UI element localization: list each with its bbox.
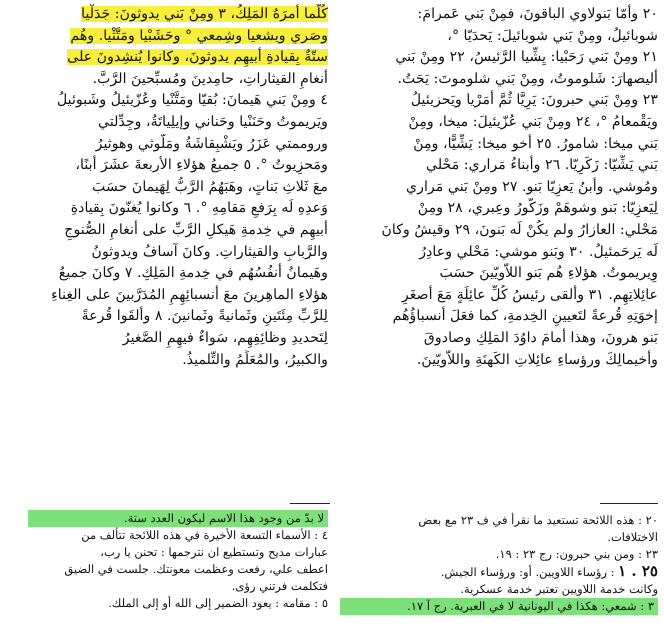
footnote-3-highlighted (340, 598, 658, 615)
text-line: ويَريموتُ وحَنَنْيا وحَناني وإيلِياتَةُ، وجِدِّلتي (98, 113, 328, 130)
text-line: وَعدِهِ لَه بِرَفعِ مَقامِهِ °. ٦ وكانوا يُغنّونَ بِقيادةِ (70, 200, 328, 217)
footnote-4-cont: فتكلمت فرتني رؤى. (231, 579, 328, 593)
left-text-column (28, 4, 328, 371)
text-line: أليصهارَ: شَلوموتُ، ومِنْ بَني شلوموتَ: يَحَتُ. (397, 70, 658, 87)
footnote-25-cont: وكانت خدمة اللاويين تعتبر خدمة عسكرية. (460, 582, 658, 596)
text-line: وروممتي عَزَرُ ويَشْبِقاشَةُ ومَلّوثي وهوثيرُ (95, 135, 328, 152)
right-text-column (340, 4, 658, 371)
highlight-mark: ستّةٌ بِقيادةِ أبيهِم يدوثونَ، وكانوا يُنشِدونَ على (67, 49, 328, 66)
text-line: وِيريموتُ. هؤلاءِ هُم بَنو اللاّويّينَ حسَبَ (439, 265, 658, 282)
highlight-mark: وصَري ويشعيا وشِمعي ° وحَشَبْيا ومَتَّثْيا. وهُم (70, 27, 328, 44)
highlighted-text-line (28, 47, 328, 69)
text-line: معَ ثَلاثِ بَناتٍ، وهَبَهُمُ الرَّبُّ لِهَيمانَ حسَبَ (92, 178, 328, 195)
text-line: وهَيمانُ أنفُسُهُم في خِدمةِ المَلِكِ. ٧ وكانَ جميعُ (58, 265, 328, 282)
text-line: هؤلاءِ الماهِرينَ معَ أنسبائِهِمِ المُدَرَّبينَ على الغِناءِ (51, 286, 328, 303)
text-line: لَه يَرحَمئيلُ. ٣٠ وبَنو موشي: مَحْلي وعادِرُ (419, 243, 658, 260)
text-line: شوبائيلُ، ومِنْ بَني شوبائيلَ: يَحدَيّا °، (447, 27, 658, 44)
text-line: ٢١ ومِنْ بَني رَحَبْيا: يِشِّيا الرَّئيسُ، ٢٢ ومِنْ بَني (395, 49, 658, 66)
text-line: بَنو هرونَ، وهذا أمامَ داوُدَ المَلِكِ وصادوقَ (423, 329, 658, 346)
text-line: ويَقْمعامُ °، ٢٤ ومِنْ بَني عُزّيئيلَ: ميخا، ومِنْ (408, 113, 658, 130)
text-line: أنغامِ القيثاراتِ، حامِدينَ ومُسبِّحينَ الرَّبَّ. (92, 70, 328, 87)
text-line: والكبيرُ، والمُعَلِّمُ والتِّلميذُ. (182, 351, 328, 368)
green-highlight-mark: ٣ : شمعي: هكذا في اليونانية لا في العبرية. رج آ ١٧. (340, 598, 658, 615)
footnote-4-cont: عبارات مديح وتستطيع ان نترجمها : تحنن يا رب، (100, 545, 328, 559)
footnote-25-number: ٢٥ . ١ (618, 563, 658, 580)
footnote-20-cont: الاختلافات. (607, 530, 658, 544)
text-line: لِتَحديدِ وظائِفِهِم، سَواءٌ فيهِمِ الصَّغيرُ (122, 329, 328, 346)
green-highlight-mark: لا بدّ من وجود هذا الاسم ليكون العدد ستة. (28, 510, 328, 527)
footnote-4-cont: اعطف علي، رفعت وعظمت معونتك. جلست في الضيق (64, 562, 328, 576)
footnote-20: ٢٠ : هذه اللائحة تستعيد ما نقرأ في ف ٢٣ مع بعض (418, 513, 658, 527)
footnote-continuation-highlighted (28, 510, 328, 527)
text-line: ٢٣ ومِنْ بَني حبرونَ: يَرِيَّا ثُمَّ أمَرْيا ويَحزيئيلُ (410, 92, 658, 109)
highlighted-text-line (28, 4, 328, 26)
footnote-divider-right (600, 503, 658, 504)
footnotes-right (340, 512, 658, 615)
footnote-4: ٤ : الأسماء التسعة الأخيرة في هذه اللائحة تتألف من (81, 528, 328, 542)
text-line: عائِلاتِهِم. ٣١ وألقى رئيسُ كُلِّ عائِلَةٍ مَعَ أصغَرِ (401, 286, 658, 303)
footnote-23: ٢٣ : ومن بني حبرون: رج ٢٣ : ١٩. (495, 547, 658, 561)
text-line: بَني يَشِّيّا: زَكَرِيّا. ٢٦ وأبناءُ مَراري: مَحْلي (426, 157, 658, 174)
text-line: ٢٠ وأمّا بَنولاوي الباقونَ، فمِنْ بَني عَمرامَ: (417, 6, 658, 22)
text-line: أبيهِم في خِدمةِ هَيكلِ الرَّبِّ على أنغامِ الصُّنوجِ (64, 221, 328, 238)
text-line: لِيَعزِيّا: بَنو وشوهَمْ وزَكّورُ وعِبري، ٢٨ ومِنْ (417, 200, 658, 217)
text-line: مَحْلي: العازارُ ولم يكُنْ لَه بَنونَ، ٢٩ وقيشُ وكانَ (381, 221, 658, 238)
footnotes-left (28, 510, 328, 612)
footnote-divider-left (290, 503, 330, 504)
text-line: ٤ ومِنْ بَني هَيمانَ: بُقيّا ومَتَّنْيا وعُزّيئيلُ وشَبوئيلُ (56, 92, 328, 109)
highlight-mark: كُلّما أمرَهُ المَلِكُ، ٣ ومِنْ بَني يدوثونَ: جَدَلْيا (81, 6, 328, 22)
text-line: ومَحزِيوتُ °. ٥ جميعُ هؤلاءِ الأربعةَ عشَرَ أبنًا، (75, 157, 328, 174)
text-line: والرَّبابِ والقيثاراتِ. وكانَ آسافُ ويدوثونُ (91, 243, 328, 260)
text-line: ومُوشي. وأبنُ يَعزِيّا بَنو. ٢٧ ومِنْ بَني مَراري (406, 178, 658, 195)
footnote-25-text: : رؤساء اللاويين. أو: ورؤساء الجيش. (440, 565, 615, 579)
text-line: وأخيمالِكَ ورؤساءِ عائِلاتِ الكَهنَةِ واللاّويّينَ. (416, 351, 658, 368)
footnote-25 (340, 563, 658, 581)
highlighted-text-line (28, 26, 328, 48)
text-line: بَني ميخا: شامورُ. ٢٥ أخو ميخا: يَشِّيًّا، ومِنْ (413, 135, 658, 152)
footnote-5: ٥ : مقامه : يعود الضمير إلى الله أو إلى الملك. (108, 596, 328, 610)
text-line: لِلرَّبِّ مِئَتَينِ وثَمانيةً وثَمانينَ. ٨ وألقَوا قُرعةً (81, 308, 328, 325)
text-line: إخوَتِهِ قُرعةً لتَعيينِ الخِدمةِ، كما فعَلَ أنسباؤُهُم (392, 308, 658, 325)
